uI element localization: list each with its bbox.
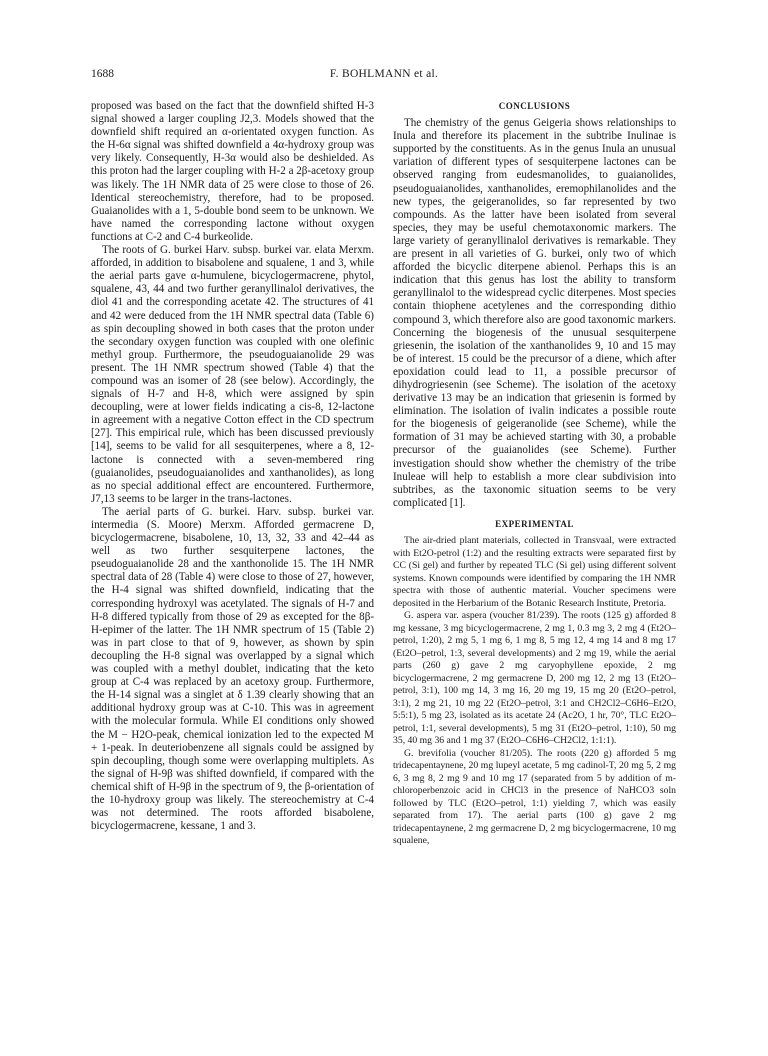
paragraph: The air-dried plant materials, collected in Transvaal, were extracted with Et2O-petrol (1:2) and the resulting extracts were separated first by CC (Si gel) and further by repeated TLC (Si gel) using different solvent systems. Known compounds were identified by comparing the 1H NMR spectra with those of authentic material. Voucher specimens were deposited in the Herbarium of the Botanic Research Institute, Pretoria. bbox=[393, 535, 676, 609]
right-column bbox=[393, 100, 676, 848]
page-number: 1688 bbox=[91, 68, 114, 80]
experimental-body bbox=[393, 535, 676, 848]
running-head: F. BOHLMANN et al. bbox=[329, 68, 439, 80]
conclusions-heading: CONCLUSIONS bbox=[498, 101, 571, 111]
conclusions-text: The chemistry of the genus Geigeria shows relationships to Inula and therefore its placement in the subtribe Inulinae is supported by the constituents. As in the genus Inula an unusual variation of different types of sesquiterpene lactones can be observed ranging from eudesmanolides, to guaianolides, pseudoguaianolides, xanthanolides, eremophilanolides and the new types, the geigeranolides, so far represented by two compounds. As the latter have been isolated from several species, they may be useful chemotaxonomic markers. The large variety of geranyllinalol derivatives is remarkable. They are present in all varieties of G. burkei, only two of which afforded the bicyclic diterpene abienol. Perhaps this is an indication that this genus has lost the ability to transform geranyllinalol to the widespread cyclic diterpenes. Most species contain thiophene acetylenes and the corresponding dithio compound 3, which therefore also are good taxonomic markers. Concerning the biogenesis of the unusual sesquiterpene griesenin, the isolation of the xanthanolides 9, 10 and 15 may be of interest. 15 could be the precursor of a diene, which after epoxidation could lead to 11, a possible precursor of dihydrogriesenin (see Scheme). The isolation of the acetoxy derivative 13 may be an indication that griesenin is formed by elimination. The isolation of ivalin indicates a possible route for the biogenesis of geigeranolide (see Scheme), while the formation of 31 may be achieved starting with 30, a probable precursor of the guaianolides (see Scheme). Further investigation should show whether the chemistry of the tribe Inuleae will help to establish a more clear subdivision into subtribes, as the taxonomic situation seems to be very complicated [1]. bbox=[393, 117, 676, 509]
paragraph: G. brevifolia (voucher 81/205). The roots (220 g) afforded 5 mg tridecapentaynene, 20 mg lupeyl acetate, 5 mg cadinol-T, 20 mg 5, 2 mg 6, 3 mg 8, 2 mg 9 and 10 mg 17 (separated from 5 by addition of m-chloroperbenzoic acid in CHCl3 in the presence of NaHCO3 soln followed by TLC (Et2O–petrol, 1:1) yielding 7, which was easily separated from 17). The aerial parts (100 g) gave 2 mg tridecapentaynene, 2 mg germacrene D, 2 mg bicyclogermacrene, 10 mg squalene, bbox=[393, 747, 676, 846]
paragraph: G. aspera var. aspera (voucher 81/239). The roots (125 g) afforded 8 mg kessane, 3 mg bicyclogermacrene, 2 mg 1, 0.3 mg 3, 2 mg 4 (Et2O–petrol, 1:20), 2 mg 5, 1 mg 6, 1 mg 8, 5 mg 12, 4 mg 14 and 8 mg 17 (Et2O–petrol, 1:3, several developments) and 2 mg 19, while the aerial parts (260 g) gave 2 mg caryophyllene epoxide, 2 mg bicyclogermacrene, 2 mg germacrene D, 200 mg 12, 2 mg 13 (Et2O–petrol, 3:1), 100 mg 14, 3 mg 16, 20 mg 19, 15 mg 20 (Et2O–petrol, 3:1), 2 mg 21, 10 mg 22 (Et2O–petrol, 3:1 and CH2Cl2–C6H6–Et2O, 5:5:1), 5 mg 23, isolated as its acetate 24 (Ac2O, 1 hr, 70°, TLC Et2O–petrol, 1:1, several developments), 5 mg 31 (Et2O–petrol, 1:10), 50 mg 35, 40 mg 36 and 1 mg 37 (Et2O–C6H6–CH2Cl2, 1:1:1). bbox=[393, 610, 676, 746]
experimental-heading: EXPERIMENTAL bbox=[495, 518, 574, 529]
left-column bbox=[91, 100, 374, 833]
paragraph: The aerial parts of G. burkei. Harv. subsp. burkei var. intermedia (S. Moore) Merxm. Afforded germacrene D, bicyclogermacrene, bisabolene, 10, 13, 32, 33 and 42–44 as well as two further sesquiterpene lactones, the pseudoguaianolide 28 and the xanthonolide 15. The 1H NMR spectral data of 28 (Table 4) were close to those of 27, however, the H-4 signal was shifted downfield, indicating that the corresponding hydroxyl was acetylated. The signals of H-7 and H-8 differed typically from those of 29 as excepted for the 8β-H-epimer of the latter. The 1H NMR spectrum of 15 (Table 2) was in part close to that of 9, however, as shown by spin decoupling the H-8 signal was overlapped by a signal which was coupled with a methyl doublet, indicating that the keto group at C-4 was replaced by an acetoxy group. Furthermore, the H-14 signal was a singlet at δ 1.39 clearly showing that an additional hydroxy group was at C-10. This was in agreement with the molecular formula. While EI conditions only showed the M − H2O-peak, chemical ionization led to the expected M + 1-peak. In deuteriobenzene all signals could be assigned by spin decoupling, though some were overlapping multiplets. As the signal of H-9β was shifted downfield, if compared with the chemical shift of H-9β in the spectrum of 9, the β-orientation of the 10-hydroxy group was likely. The stereochemistry at C-4 was not determined. The roots afforded bisabolene, bicyclogermacrene, kessane, 1 and 3. bbox=[91, 505, 374, 833]
paragraph: proposed was based on the fact that the downfield shifted H-3 signal showed a larger coupling J2,3. Models showed that the downfield shift required an α-orientated oxygen function. As the H-6α signal was shifted downfield a 4α-hydroxy group was very likely. Consequently, H-3α would also be deshielded. As this proton had the larger coupling with H-2 a 2β-acetoxy group was likely. The 1H NMR data of 25 were close to those of 26. Identical stereochemistry, therefore, had to be proposed. Guaianolides with a 1, 5-double bond seem to be unknown. We have named the corresponding lactone without oxygen functions at C-2 and C-4 burkeolide. bbox=[91, 100, 374, 243]
page-header bbox=[91, 68, 677, 84]
paragraph: The roots of G. burkei Harv. subsp. burkei var. elata Merxm. afforded, in addition to bisabolene and squalene, 1 and 3, while the aerial parts gave α-humulene, bicyclogermacrene, phytol, squalene, 43, 44 and two further geranyllinalol derivatives, the diol 41 and the corresponding acetate 42. The structures of 41 and 42 were deduced from the 1H NMR spectral data (Table 6) as spin decoupling showed in both cases that the proton under the secondary oxygen function was coupled with one olefinic methyl group. Furthermore, the pseudoguaianolide 29 was present. The 1H NMR spectrum showed (Table 4) that the compound was an isomer of 28 (see below). Accordingly, the signals of H-7 and H-8, which were assigned by spin decoupling, were at lower fields indicating a cis-8, 12-lactone in agreement with a negative Cotton effect in the CD spectrum [27]. This empirical rule, which has been discussed previously [14], seems to be valid for all sesquiterpenes, where a 8, 12-lactone is connected with a seven-membered ring (guaianolides, pseudoguaianolides and xanthanolides), as long as no special additional effect are encountered. Furthermore, J7,13 seems to be larger in the trans-lactones. bbox=[91, 244, 374, 505]
